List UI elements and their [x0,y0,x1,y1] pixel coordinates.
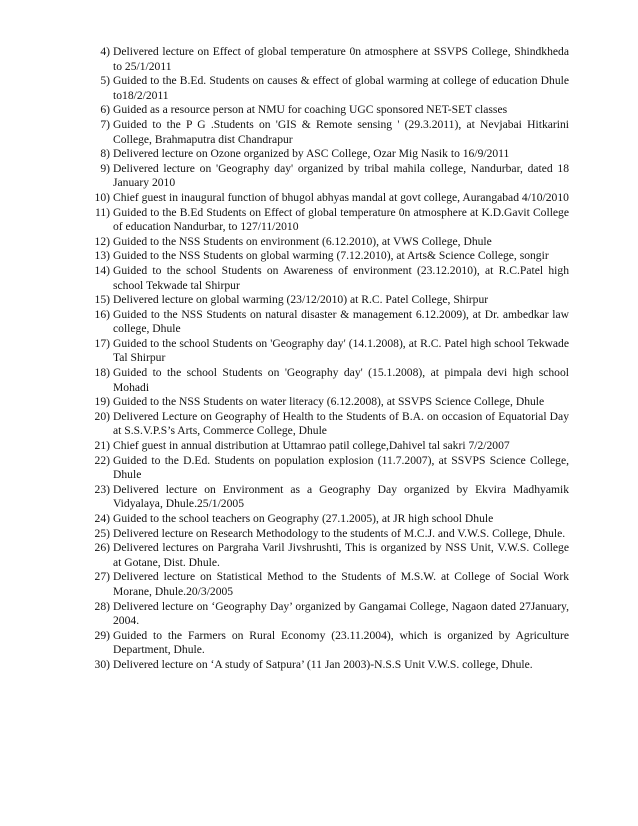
item-number: 10) [94,190,110,204]
item-text: Guided to the NSS Students on natural disaster & management 6.12.2009), at Dr. ambedkar law college, Dhule [113,307,569,336]
list-item [77,454,569,483]
item-text: Delivered lecture on global warming (23/12/2010) at R.C. Patel College, Shirpur [113,293,489,307]
item-text: Chief guest in annual distribution at Uttamrao patil college,Dahivel tal sakri 7/2/2007 [113,439,510,453]
list-item [77,366,569,395]
item-text: Guided to the D.Ed. Students on population explosion (11.7.2007), at SSVPS Science College, Dhule [113,453,569,482]
item-number: 23) [94,482,110,496]
item-text: Guided to the NSS Students on global warming (7.12.2010), at Arts& Science College, songir [113,249,549,263]
list-item [77,191,569,206]
list-item [77,308,569,337]
item-text: Guided to the school Students on 'Geography day' (15.1.2008), at pimpala devi high school Mohadi [113,366,569,394]
list-item [77,410,569,439]
item-text: Guided to the B.Ed. Students on causes & effect of global warming at college of education Dhule to18/2/2011 [113,74,569,102]
item-number: 12) [94,234,110,248]
item-number: 30) [94,657,110,671]
list-item [77,235,569,250]
list-item [77,527,569,542]
item-number: 29) [94,628,110,642]
item-number: 9) [100,161,110,175]
list-item [77,658,569,673]
item-text: Delivered lecture on 'Geography day' organized by tribal mahila college, Nandurbar, dated 18 January 2010 [113,161,569,190]
item-text: Guided to the school Students on Awareness of environment (23.12.2010), at R.C.Patel high school Tekwade tal Shirpur [113,263,569,292]
item-number: 5) [100,74,110,88]
item-number: 8) [100,147,110,161]
item-text: Delivered lecture on ‘A study of Satpura’ (11 Jan 2003)-N.S.S Unit V.W.S. college, Dhule. [113,657,533,671]
item-number: 18) [94,366,110,380]
list-item [77,147,569,162]
list-item [77,512,569,527]
item-number: 24) [94,512,110,525]
item-text: Delivered lecture on Ozone organized by ASC College, Ozar Mig Nasik to 16/9/2011 [113,147,510,161]
item-text: Guided to the school teachers on Geography (27.1.2005), at JR high school Dhule [113,512,494,525]
list-item [77,337,569,366]
item-number: 7) [100,117,110,131]
item-number: 17) [94,336,110,350]
item-text: Delivered lecture on Research Methodology to the students of M.C.J. and V.W.S. College, Dhule. [113,526,566,540]
item-number: 27) [94,570,110,584]
list-item [77,570,569,599]
item-text: Guided to the school Students on 'Geography day' (14.1.2008), at R.C. Patel high school Tekwade Tal Shirpur [113,336,569,365]
item-text: Delivered lecture on Environment as a Geography Day organized by Ekvira Madhyamik Vidyalaya, Dhule.25/1/2005 [113,482,569,511]
item-number: 19) [94,395,110,409]
list-item [77,45,569,74]
list-item [77,629,569,658]
list-item [77,395,569,410]
item-number: 22) [94,453,110,467]
item-number: 26) [94,541,110,555]
item-number: 4) [100,45,110,58]
item-number: 25) [94,526,110,540]
list-item [77,74,569,103]
list-item [77,103,569,118]
item-number: 21) [94,439,110,453]
item-number: 15) [94,293,110,307]
list-item [77,483,569,512]
list-item [77,264,569,293]
item-number: 6) [100,103,110,117]
activity-list [77,45,569,673]
item-text: Delivered lecture on ‘Geography Day’ organized by Gangamai College, Nagaon dated 27January, 2004. [113,599,569,628]
item-number: 20) [94,409,110,423]
list-item [77,118,569,147]
item-text: Delivered Lecture on Geography of Health to the Students of B.A. on occasion of Equatorial Day at S.S.V.P.S’s Arts, Commerce College, Dhule [113,409,569,438]
item-number: 11) [94,205,110,219]
item-text: Guided to the Farmers on Rural Economy (23.11.2004), which is organized by Agriculture Department, Dhule. [113,628,569,657]
list-item [77,206,569,235]
list-item [77,293,569,308]
item-number: 13) [94,249,110,263]
list-item [77,541,569,570]
list-item [77,162,569,191]
item-number: 16) [94,307,110,321]
item-text: Delivered lectures on Pargraha Varil Jivshrushti, This is organized by NSS Unit, V.W.S. College at Gotane, Dist. Dhule. [113,541,569,569]
item-number: 14) [94,263,110,277]
item-number: 28) [94,599,110,613]
item-text: Chief guest in inaugural function of bhugol abhyas mandal at govt college, Aurangabad 4/10/2010 [113,190,569,204]
list-item [77,439,569,454]
item-text: Guided to the B.Ed Students on Effect of global temperature 0n atmosphere at K.D.Gavit College of education Nandurbar, to 127/11/2010 [113,205,569,234]
item-text: Delivered lecture on Effect of global temperature 0n atmosphere at SSVPS College, Shindkheda to 25/1/2011 [113,45,569,73]
item-text: Guided to the P G .Students on 'GIS & Remote sensing ' (29.3.2011), at Nevjabai Hitkarini College, Brahmaputra dist Chandrapur [113,117,569,146]
item-text: Guided to the NSS Students on water literacy (6.12.2008), at SSVPS Science College, Dhule [113,395,545,409]
list-item [77,600,569,629]
item-text: Guided as a resource person at NMU for coaching UGC sponsored NET-SET classes [113,103,508,117]
item-text: Delivered lecture on Statistical Method to the Students of M.S.W. at College of Social Work Morane, Dhule.20/3/2005 [113,570,569,598]
item-text: Guided to the NSS Students on environment (6.12.2010), at VWS College, Dhule [113,234,492,248]
list-item [77,249,569,264]
